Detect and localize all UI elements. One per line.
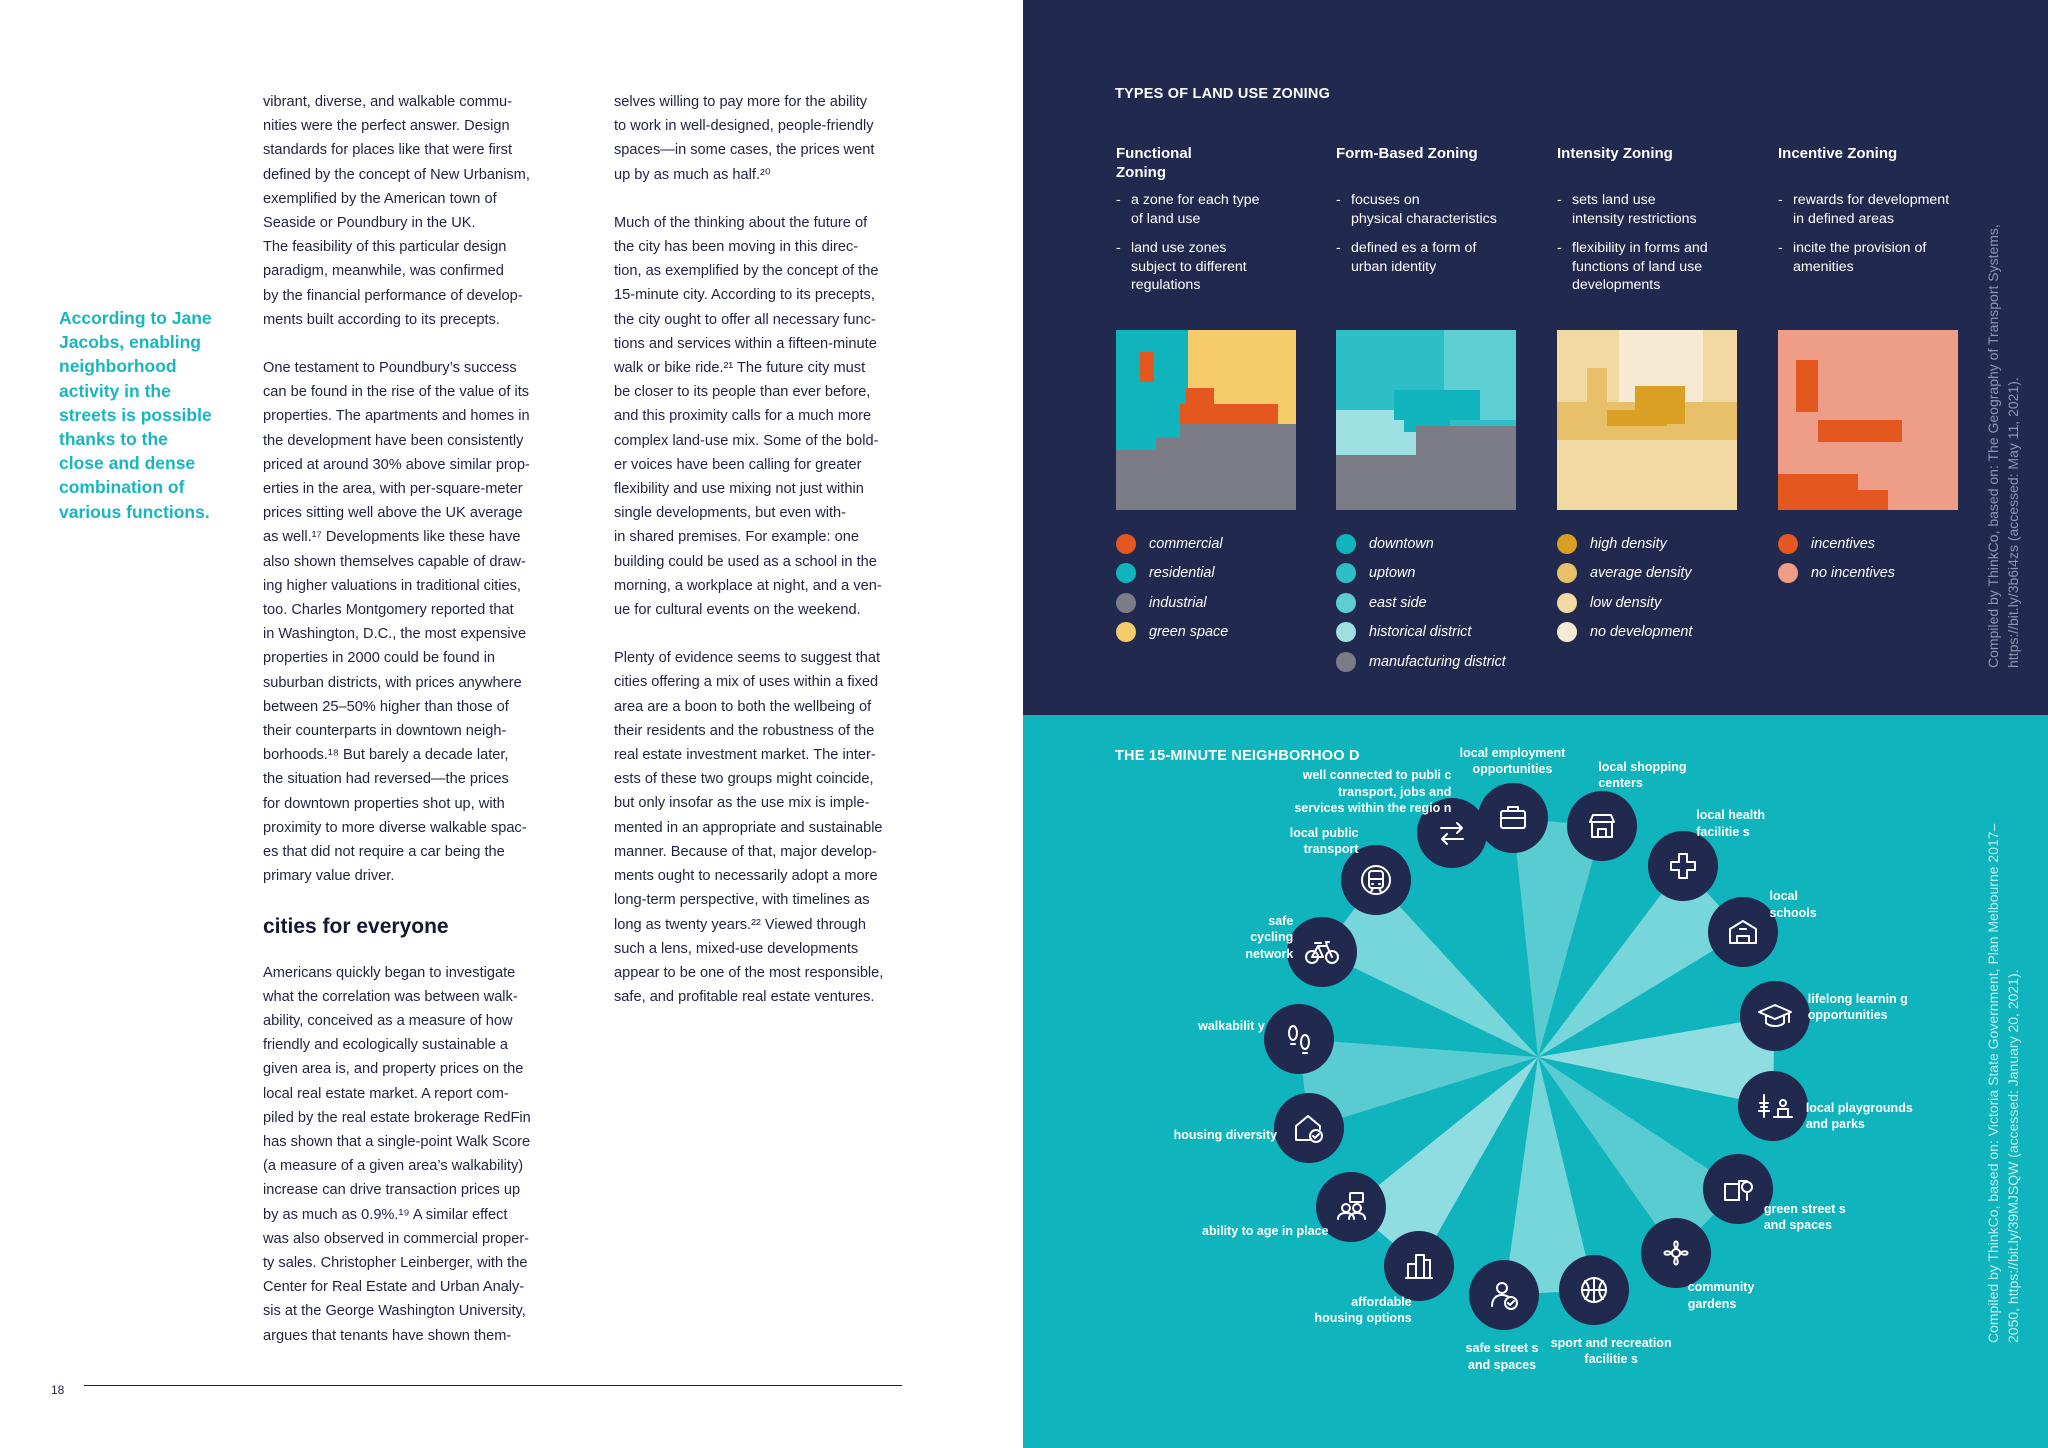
neighborhood-item-label: housing diversity <box>1173 1127 1278 1142</box>
zoning-type-name: Functional Zoning <box>1116 145 1192 181</box>
zoning-bullet: - a zone for each type of land use <box>1116 191 1312 228</box>
zoning-bullet: - flexibility in forms and functions of land use developments <box>1557 239 1753 295</box>
text-column-right <box>614 90 914 1009</box>
pull-quote: According to Jane Jacobs, enabling neighborhood activity in the streets is possible thanks to the close and dense combination of various functions. <box>59 308 212 522</box>
legend-swatch <box>1778 534 1798 554</box>
park-icon <box>1738 1071 1808 1141</box>
legend-label: uptown <box>1369 565 1416 582</box>
legend-item <box>1116 588 1228 618</box>
legend-label: downtown <box>1369 535 1434 552</box>
legend-item <box>1778 559 1895 589</box>
bicycle-icon <box>1287 917 1357 987</box>
legend-label: high density <box>1590 535 1667 552</box>
neighborhood-item-label: lifelong learnin g opportunities <box>1807 991 1908 1023</box>
house-check-icon <box>1274 1093 1344 1163</box>
legend-label: average density <box>1590 565 1692 582</box>
paragraph: Americans quickly began to investigate what the correlation was between walk- ability, conceived as a measure of how friendly and ecologically sustainable a given area is, and property prices on the local real estate market. A report com- piled by the real estate brokerage RedFin has shown that a single-point Walk Score (a measure of a given area’s walkability) increase can drive transaction prices up by as much as 0.9%.¹⁹ A similar effect was also observed in commercial proper- ty sales. Christopher Leinberger, with the Center for Real Estate and Urban Analy- sis at the George Washington University, argues that tenants have shown them- <box>263 964 531 1344</box>
text-column-left <box>263 90 563 1348</box>
zoning-bullet: - focuses on physical characteristics <box>1336 191 1532 228</box>
legend-functional <box>1116 529 1228 647</box>
briefcase-icon <box>1478 783 1548 853</box>
zoning-bullet: - rewards for development in defined areas <box>1778 191 1974 228</box>
paragraph: Much of the thinking about the future of the city has been moving in this direc- tion, as exemplified by the concept of the 15-minute city. According to its precepts, the city ought to offer all necessary func- tions and services within a fifteen-minute walk or bike ride.²¹ The future city must be closer to its people than ever before, and this proximity calls for a much more complex land-use mix. Some of the bold- er voices have been calling for greater flexibility and use mixing not just within single developments, but even with- in shared premises. For example: one building could be used as a school in the morning, a workplace at night, and a ven- ue for cultural events on the weekend. <box>614 214 882 619</box>
legend-swatch <box>1336 534 1356 554</box>
section-heading: cities for everyone <box>263 914 449 938</box>
legend-swatch <box>1557 563 1577 583</box>
zoning-type-incentive <box>1778 144 1974 287</box>
legend-item <box>1116 618 1228 648</box>
legend-item <box>1336 618 1506 648</box>
person-check-icon <box>1469 1260 1539 1330</box>
legend-item <box>1557 588 1692 618</box>
zoning-bullet: - sets land use intensity restrictions <box>1557 191 1753 228</box>
legend-label: industrial <box>1149 594 1207 611</box>
buildings-icon <box>1384 1231 1454 1301</box>
neighborhood-item-label: ability to age in place <box>1202 1224 1329 1239</box>
shop-icon <box>1567 791 1637 861</box>
land-use-zoning-panel <box>1023 0 2048 715</box>
paragraph: vibrant, diverse, and walkable commu- nities were the perfect answer. Design standards for places like that were first defined by the concept of New Urbanism, exemplified by the American town of Seaside or Poundbury in the UK. The feasibility of this particular design paradigm, meanwhile, was confirmed by the financial performance of develop- ments built according to its precepts. <box>263 94 530 328</box>
functional-zoning-map <box>1116 330 1296 510</box>
legend-item <box>1336 529 1506 559</box>
footer-rule <box>84 1385 902 1386</box>
neighborhood-item-label: local public transport <box>1289 825 1359 857</box>
neighborhood-item-label: local schools <box>1769 889 1817 920</box>
legend-swatch <box>1336 622 1356 642</box>
zoning-type-functional <box>1116 144 1312 306</box>
legend-item <box>1116 559 1228 589</box>
neighborhood-item-label: safe cycling network <box>1245 913 1294 961</box>
legend-item <box>1557 618 1692 648</box>
legend-label: no development <box>1590 624 1693 641</box>
legend-item <box>1557 529 1692 559</box>
legend-label: green space <box>1149 624 1229 641</box>
zoning-type-form-based <box>1336 144 1532 287</box>
graduation-cap-icon <box>1740 981 1810 1051</box>
legend-swatch <box>1116 622 1136 642</box>
legend-label: incentives <box>1811 535 1875 552</box>
neighborhood-item-label: community gardens <box>1687 1280 1755 1311</box>
neighborhood-title: THE 15-MINUTE NEIGHBORHOO D <box>1115 748 1360 764</box>
intensity-zoning-map <box>1557 330 1737 510</box>
zoning-type-name: Incentive Zoning <box>1778 145 1898 162</box>
legend-swatch <box>1336 593 1356 613</box>
zoning-title: TYPES OF LAND USE ZONING <box>1115 86 1331 102</box>
legend-label: no incentives <box>1811 565 1895 582</box>
paragraph: One testament to Poundbury’s success can be found in the rise of the value of its properties. The apartments and homes in the development have been consistently priced at around 30% above similar prop- erties in the area, with per-square-meter prices sitting well above the UK average as well.¹⁷ Developments like these have also shown themselves capable of draw- ing higher valuations in traditional cities, too. Charles Montgomery reported that in Washington, D.C., the most expensive properties in 2000 could be found in suburban districts, with prices anywhere between 25–50% higher than those of their counterparts in downtown neigh- borhoods.¹⁸ But barely a decade later, the situation had reversed—the prices for downtown properties shot up, with proximity to more diverse walkable spac- es that did not require a car being the primary value driver. <box>263 360 530 885</box>
neighborhood-item-label: local employment opportunities <box>1459 745 1566 777</box>
legend-label: commercial <box>1149 535 1223 552</box>
neighborhood-item-label: safe street s and spaces <box>1465 1341 1539 1372</box>
basketball-icon <box>1559 1255 1629 1325</box>
zoning-source-credit: Compiled by ThinkCo, based on: The Geography of Transport Systems, https://bit.ly/3b6i4zs (accessed: May 11, 2021). <box>1985 224 2021 668</box>
neighborhood-item-label: local shopping centers <box>1598 759 1687 791</box>
form-based-zoning-map <box>1336 330 1516 510</box>
neighborhood-item-label: walkabilit y <box>1198 1019 1265 1034</box>
page-number: 18 <box>51 1383 65 1397</box>
legend-swatch <box>1557 622 1577 642</box>
neighborhood-item-label: well connected to publi c transport, jobs and services within the regio n <box>1294 768 1452 816</box>
zoning-bullet: - land use zones subject to different regulations <box>1116 239 1312 295</box>
legend-label: historical district <box>1369 624 1472 641</box>
legend-swatch <box>1116 563 1136 583</box>
legend-swatch <box>1336 563 1356 583</box>
zoning-bullet: - incite the provision of amenities <box>1778 239 1974 276</box>
incentive-zoning-map <box>1778 330 1958 510</box>
footprints-icon <box>1264 1004 1334 1074</box>
neighborhood-item-label: sport and recreation facilitie s <box>1550 1335 1672 1367</box>
legend-swatch <box>1116 534 1136 554</box>
fifteen-minute-neighborhood-panel <box>1023 715 2048 1448</box>
paragraph: Plenty of evidence seems to suggest that cities offering a mix of uses within a fixed area are a boon to both the wellbeing of their residents and the robustness of the real estate investment market. The inter- ests of these two groups might coincide, but only insofar as the use mix is imple- mented in an appropriate and sustainable manner. Because of that, major develop- ments ought to necessarily adopt a more long-term perspective, with timelines as long as twenty years.²² Viewed through such a lens, mixed-use developments appear to be one of the most responsible, safe, and profitable real estate ventures. <box>614 650 884 1006</box>
legend-form-based <box>1336 529 1506 677</box>
legend-intensity <box>1557 529 1692 647</box>
neighborhood-source-credit: Compiled by ThinkCo, based on: Victoria State Government, Plan Melbourne 2017– 2050, https://bit.ly/39MJSQW (accessed: January 20, 2021). <box>1985 823 2021 1343</box>
legend-incentive <box>1778 529 1895 588</box>
school-icon <box>1708 897 1778 967</box>
neighborhood-item-label: local playgrounds and parks <box>1805 1100 1913 1132</box>
legend-item <box>1336 588 1506 618</box>
zoning-bullet: - defined es a form of urban identity <box>1336 239 1532 276</box>
zoning-type-name: Form-Based Zoning <box>1336 145 1478 162</box>
flower-icon <box>1641 1218 1711 1288</box>
neighborhood-item-label: affordable housing options <box>1314 1294 1412 1326</box>
legend-item <box>1336 647 1506 677</box>
legend-label: low density <box>1590 594 1662 611</box>
neighborhood-item-label: green street s and spaces <box>1763 1201 1846 1233</box>
legend-item <box>1116 529 1228 559</box>
paragraph: selves willing to pay more for the ability to work in well-designed, people-friendly spaces—in some cases, the prices went up by as much as half.²⁰ <box>614 94 875 183</box>
legend-swatch <box>1336 652 1356 672</box>
health-cross-icon <box>1648 831 1718 901</box>
zoning-type-name: Intensity Zoning <box>1557 145 1673 162</box>
legend-swatch <box>1778 563 1798 583</box>
zoning-type-intensity <box>1557 144 1753 306</box>
legend-swatch <box>1116 593 1136 613</box>
legend-item <box>1557 559 1692 589</box>
legend-item <box>1336 559 1506 589</box>
legend-label: residential <box>1149 565 1215 582</box>
legend-item <box>1778 529 1895 559</box>
neighborhood-item-label: local health facilitie s <box>1696 808 1766 839</box>
legend-label: east side <box>1369 594 1427 611</box>
legend-label: manufacturing district <box>1369 653 1506 670</box>
legend-swatch <box>1557 534 1577 554</box>
legend-swatch <box>1557 593 1577 613</box>
